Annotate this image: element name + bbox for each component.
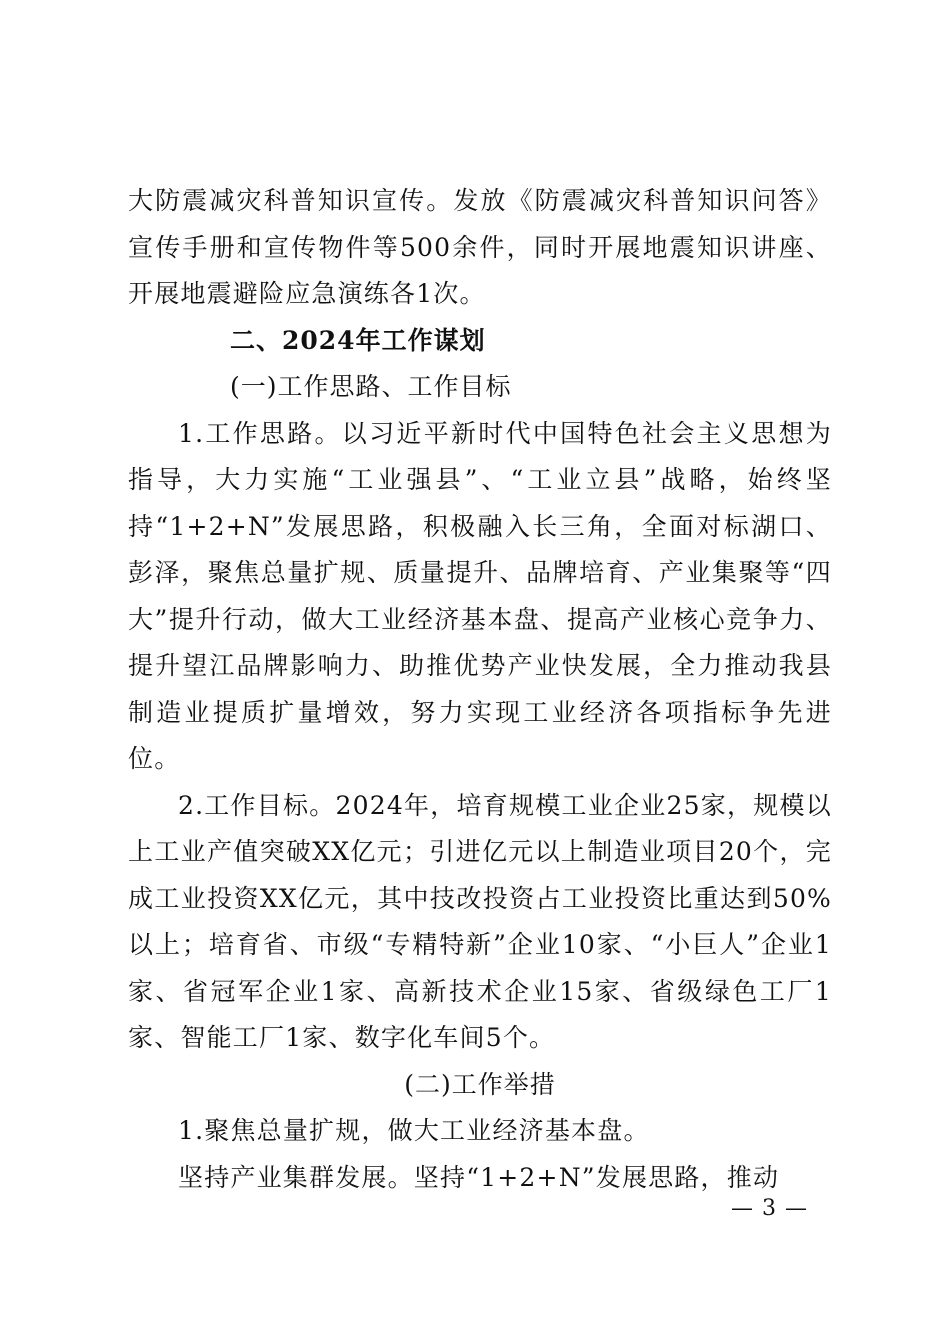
item-1-paragraph: 1.工作思路。以习近平新时代中国特色社会主义思想为指导，大力实施“工业强县”、“工业立县”战略，始终坚持“1+2+N”发展思路，积极融入长三角，全面对标湖口、彭泽，聚焦总量扩规、质量提升、品牌培育、产业集聚等“四大”提升行动，做大工业经济基本盘、提高产业核心竞争力、提升望江品牌影响力、助推优势产业快发展，全力推动我县制造业提质扩量增效，努力实现工业经济各项指标争先进位。 [128,418,832,773]
subsection-one-title: (一)工作思路、工作目标 [230,372,512,401]
measure-1-paragraph: 坚持产业集群发展。坚持“1+2+N”发展思路，推动 [178,1162,780,1192]
section-two-title: 二、2024年工作谋划 [230,325,486,355]
item-2-paragraph: 2.工作目标。2024年，培育规模工业企业25家，规模以上工业产值突破XX亿元；引进亿元以上制造业项目20个，完成工业投资XX亿元，其中技改投资占工业投资比重达到50%以上；培育省、市级“专精特新”企业10家、“小巨人”企业1家、省冠军企业1家、高新技术企业15家、省级绿色工厂1家、智能工厂1家、数字化车间5个。 [128,790,832,1052]
document-body [128,178,832,1201]
measure-1-title: 1.聚焦总量扩规，做大工业经济基本盘。 [178,1116,650,1145]
subsection-two-title: (二)工作举措 [404,1069,556,1099]
page-number: — 3 — [731,1196,808,1221]
paragraph-intro: 大防震减灾科普知识宣传。发放《防震减灾科普知识问答》宣传手册和宣传物件等500余件，同时开展地震知识讲座、开展地震避险应急演练各1次。 [128,186,832,308]
